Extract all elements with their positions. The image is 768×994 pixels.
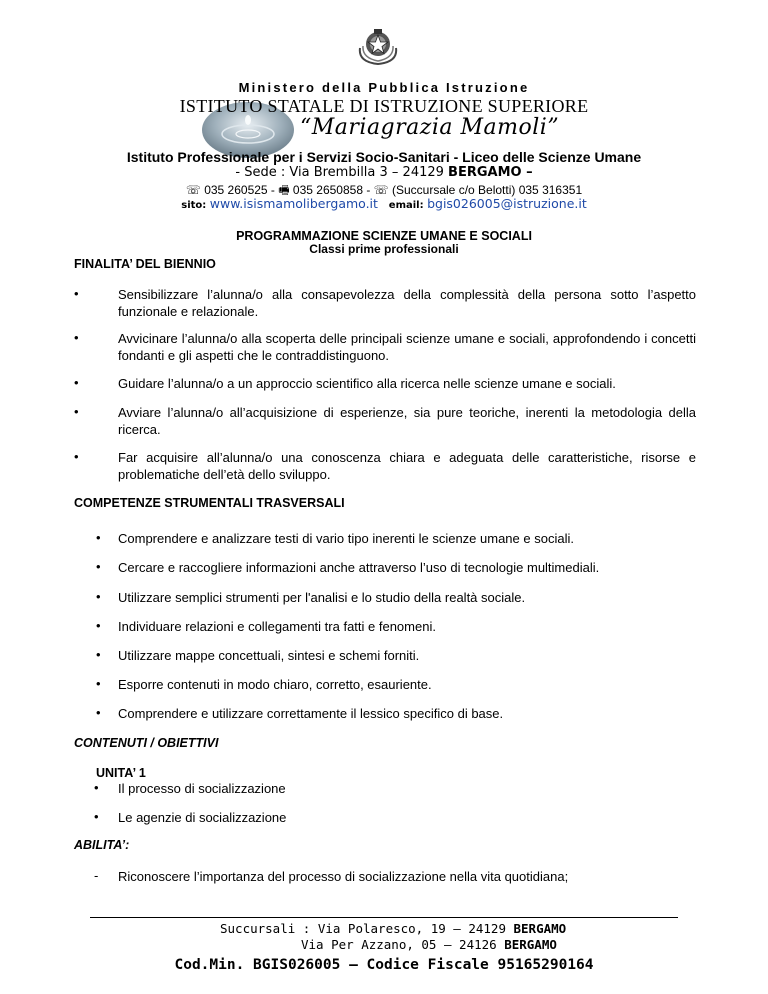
bullet: • xyxy=(96,559,101,574)
bullet: • xyxy=(96,618,101,633)
republic-emblem-icon xyxy=(356,26,400,66)
website-link[interactable]: www.isismamolibergamo.it xyxy=(209,196,378,211)
bullet: • xyxy=(74,449,79,464)
bullet: • xyxy=(96,589,101,604)
email-label: email xyxy=(388,200,420,211)
competenza-item: Esporre contenuti in modo chiaro, corretto, esauriente. xyxy=(118,677,432,692)
footer-branch-1-city: BERGAMO xyxy=(513,921,567,936)
phone-line: ☏ 035 260525 - 🖷 035 2650858 - ☏ (Succursale c/o Belotti) 035 316351 xyxy=(185,183,583,197)
dash-bullet: - xyxy=(94,868,99,883)
competenza-item: Utilizzare mappe concettuali, sintesi e schemi forniti. xyxy=(118,648,420,663)
footer-branch-2 xyxy=(301,937,557,952)
bullet: • xyxy=(94,809,99,824)
finalita-item: Avvicinare l’alunna/o alla scoperta delle principali scienze umane e sociali, approfondendo i concetti fondanti e gli aspetti che le contraddistinguono. xyxy=(118,331,696,363)
bullet: • xyxy=(96,676,101,691)
competenza-item: Cercare e raccogliere informazioni anche attraverso l’uso di tecnologie multimediali. xyxy=(118,560,600,575)
contenuto-item: Il processo di socializzazione xyxy=(118,781,286,796)
competenza-item: Comprendere e utilizzare correttamente il lessico specifico di base. xyxy=(118,706,504,721)
contenuti-heading: CONTENUTI / OBIETTIVI xyxy=(74,736,219,750)
finalita-heading: FINALITA’ DEL BIENNIO xyxy=(74,257,216,271)
footer-divider xyxy=(90,917,678,918)
bullet: • xyxy=(74,375,79,390)
competenze-heading: COMPETENZE STRUMENTALI TRASVERSALI xyxy=(74,496,345,510)
competenza-item: Individuare relazioni e collegamenti tra fatti e fenomeni. xyxy=(118,619,436,634)
ministry-name: Ministero della Pubblica Istruzione xyxy=(238,80,530,95)
contact-links xyxy=(0,196,768,211)
footer-branch-1-text: Succursali : Via Polaresco, 19 – 24129 xyxy=(220,921,514,936)
program-title: PROGRAMMAZIONE SCIENZE UMANE E SOCIALI xyxy=(236,229,532,243)
footer-branch-2-text: Via Per Azzano, 05 – 24126 xyxy=(301,937,505,952)
competenza-item: Comprendere e analizzare testi di vario tipo inerenti le scienze umane e sociali. xyxy=(118,531,574,546)
bullet: • xyxy=(96,647,101,662)
site-label: sito xyxy=(181,200,203,211)
email-link[interactable]: bgis026005@istruzione.it xyxy=(427,196,587,211)
footer-branch-2-city: BERGAMO xyxy=(504,937,557,952)
institute-name: “Mariagrazia Mamoli” xyxy=(300,115,560,140)
bullet: • xyxy=(74,286,79,301)
program-subtitle: Classi prime professionali xyxy=(309,242,459,256)
address-text: - Sede : Via Brembilla 3 – 24129 xyxy=(235,165,449,180)
bullet: • xyxy=(74,330,79,345)
address-city: BERGAMO – xyxy=(448,165,533,180)
finalita-item: Far acquisire all’alunna/o una conoscenza chiara e adeguata delle caratteristiche, risorse e problematiche dell’età dello sviluppo. xyxy=(118,450,696,482)
abilita-heading: ABILITA’: xyxy=(74,838,130,852)
abilita-item: Riconoscere l’importanza del processo di socializzazione nella vita quotidiana; xyxy=(118,869,569,884)
competenza-item: Utilizzare semplici strumenti per l'analisi e lo studio della realtà sociale. xyxy=(118,590,526,605)
site-colon: : xyxy=(202,200,210,211)
footer-branch-1 xyxy=(220,921,566,936)
contenuto-item: Le agenzie di socializzazione xyxy=(118,810,287,825)
email-colon: : xyxy=(419,200,428,211)
institute-description: Istituto Professionale per i Servizi Socio-Sanitari - Liceo delle Scienze Umane xyxy=(126,149,642,165)
bullet: • xyxy=(96,705,101,720)
bullet: • xyxy=(96,530,101,545)
bullet: • xyxy=(94,780,99,795)
main-address xyxy=(0,165,768,180)
unit-title: UNITA’ 1 xyxy=(96,766,146,780)
institute-type: ISTITUTO STATALE DI ISTRUZIONE SUPERIORE xyxy=(179,96,589,116)
finalita-item: Avviare l’alunna/o all’acquisizione di esperienze, sia pure teoriche, inerenti la metodologia della ricerca. xyxy=(118,405,696,437)
finalita-item: Guidare l’alunna/o a un approccio scientifico alla ricerca nelle scienze umane e sociali. xyxy=(118,376,616,391)
footer-codes: Cod.Min. BGIS026005 – Codice Fiscale 95165290164 xyxy=(174,957,594,973)
finalita-item: Sensibilizzare l’alunna/o alla consapevolezza della complessità della persona sotto l’aspetto funzionale e relazionale. xyxy=(118,287,696,319)
bullet: • xyxy=(74,404,79,419)
